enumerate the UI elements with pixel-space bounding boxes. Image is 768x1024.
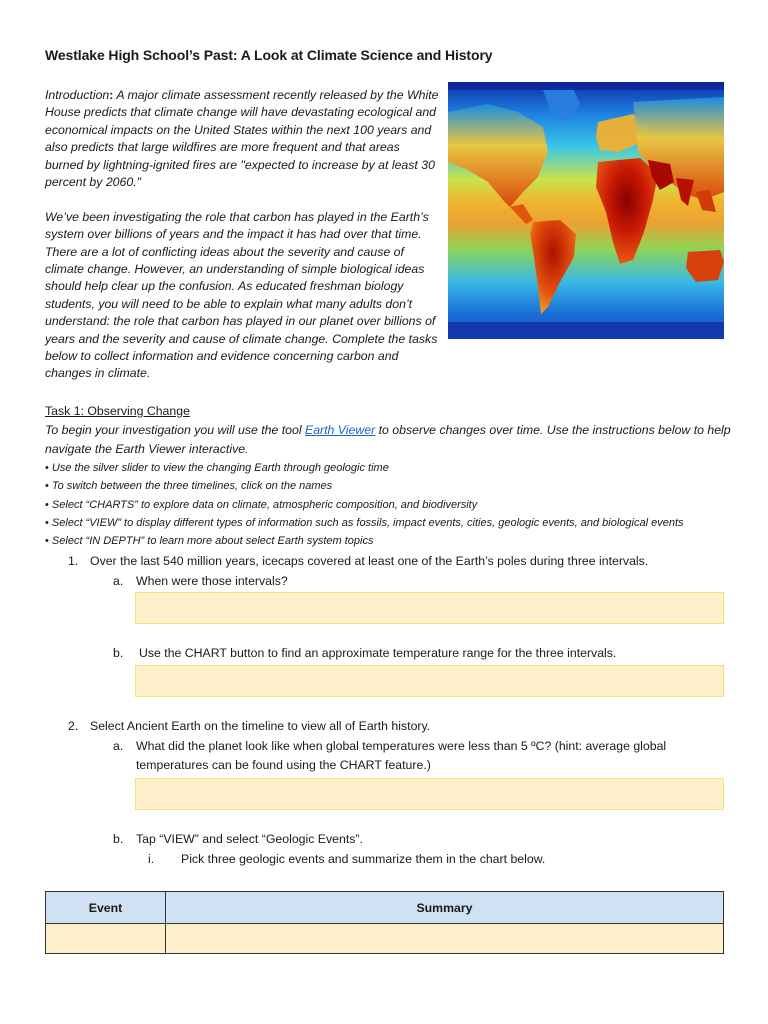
question-2a-text: What did the planet look like when global temperatures were less than 5 ºC? (hint: average global temperatures can be found using the CHART feature.) [136,739,667,772]
question-2bi-number: i. [148,852,155,866]
table-row [46,924,724,954]
intro-paragraph-1 [45,87,440,191]
intro-paragraph-2: We’ve been investigating the role that carbon has played in the Earth’s system over billions of years and the impact it has had over that time. There are a lot of conflicting ideas about the severity and cause of climate change. However, an understanding of simple biological ideas should help clear up the confusion. As educated freshman biology students, you will need to be able to explain what many adults don’t understand: the role that carbon has played in our planet over billions of years and the severity and cause of climate change. Complete the tasks below to collect information and evidence concerning carbon and changes in climate. [45,209,438,381]
table-header-row [46,892,724,924]
task-1-instructions [45,421,735,459]
intro-label: Introduction [45,88,110,102]
bullet-item: • Use the silver slider to view the changing Earth through geologic time [45,459,735,477]
question-2-number: 2. [68,719,79,733]
world-temperature-map [448,82,724,339]
earth-viewer-link[interactable]: Earth Viewer [305,423,376,437]
task-1-intro-before-link: To begin your investigation you will use the tool [45,423,305,437]
column-header-event: Event [46,892,166,924]
question-2-text: Select Ancient Earth on the timeline to view all of Earth history. [90,719,431,733]
climate-heat-map-image [448,82,724,339]
bullet-item: • Select “IN DEPTH” to learn more about select Earth system topics [45,532,735,550]
question-2b-text: Tap “VIEW” and select “Geologic Events”. [136,832,363,846]
bullet-item: • To switch between the three timelines, click on the names [45,477,735,495]
task-1-intro-after-link: to observe changes over time. Use the instructions below to help navigate the Earth Viewer interactive. [45,423,731,456]
question-1a-text: When were those intervals? [136,574,288,588]
summary-cell[interactable] [166,924,724,954]
bullet-item: • Select “CHARTS” to explore data on climate, atmospheric composition, and biodiversity [45,496,735,514]
question-1a-number: a. [113,574,124,588]
instruction-bullets [45,459,735,550]
task-1-section [45,402,735,550]
answer-box-1b[interactable] [135,665,724,697]
question-1b-text: Use the CHART button to find an approximate temperature range for the three intervals. [139,646,617,660]
document-title: Westlake High School’s Past: A Look at Climate Science and History [45,47,493,63]
introduction [45,87,440,400]
event-cell[interactable] [46,924,166,954]
question-1-number: 1. [68,554,79,568]
task-1-title: Task 1: Observing Change [45,404,190,418]
answer-box-2a[interactable] [135,778,724,810]
question-1-text: Over the last 540 million years, icecaps covered at least one of the Earth’s poles during three intervals. [90,554,649,568]
column-header-summary: Summary [166,892,724,924]
intro-colon: : [109,88,114,102]
geologic-events-table [45,891,724,954]
bullet-item: • Select “VIEW” to display different types of information such as fossils, impact events, cities, geologic events, and biological events [45,514,735,532]
intro-text-1: A major climate assessment recently released by the White House predicts that climate change will have devastating ecological and economical impacts on the United States within the next 100 years and also predicts that large wildfires are more frequent and that areas burned by lightning-ignited fires are "expected to increase by at least 30 percent by 2060." [45,88,439,190]
question-2a-number: a. [113,739,124,753]
question-2bi-text: Pick three geologic events and summarize them in the chart below. [181,852,546,866]
question-2b-number: b. [113,832,124,846]
question-1b-number: b. [113,646,124,660]
answer-box-1a[interactable] [135,592,724,624]
